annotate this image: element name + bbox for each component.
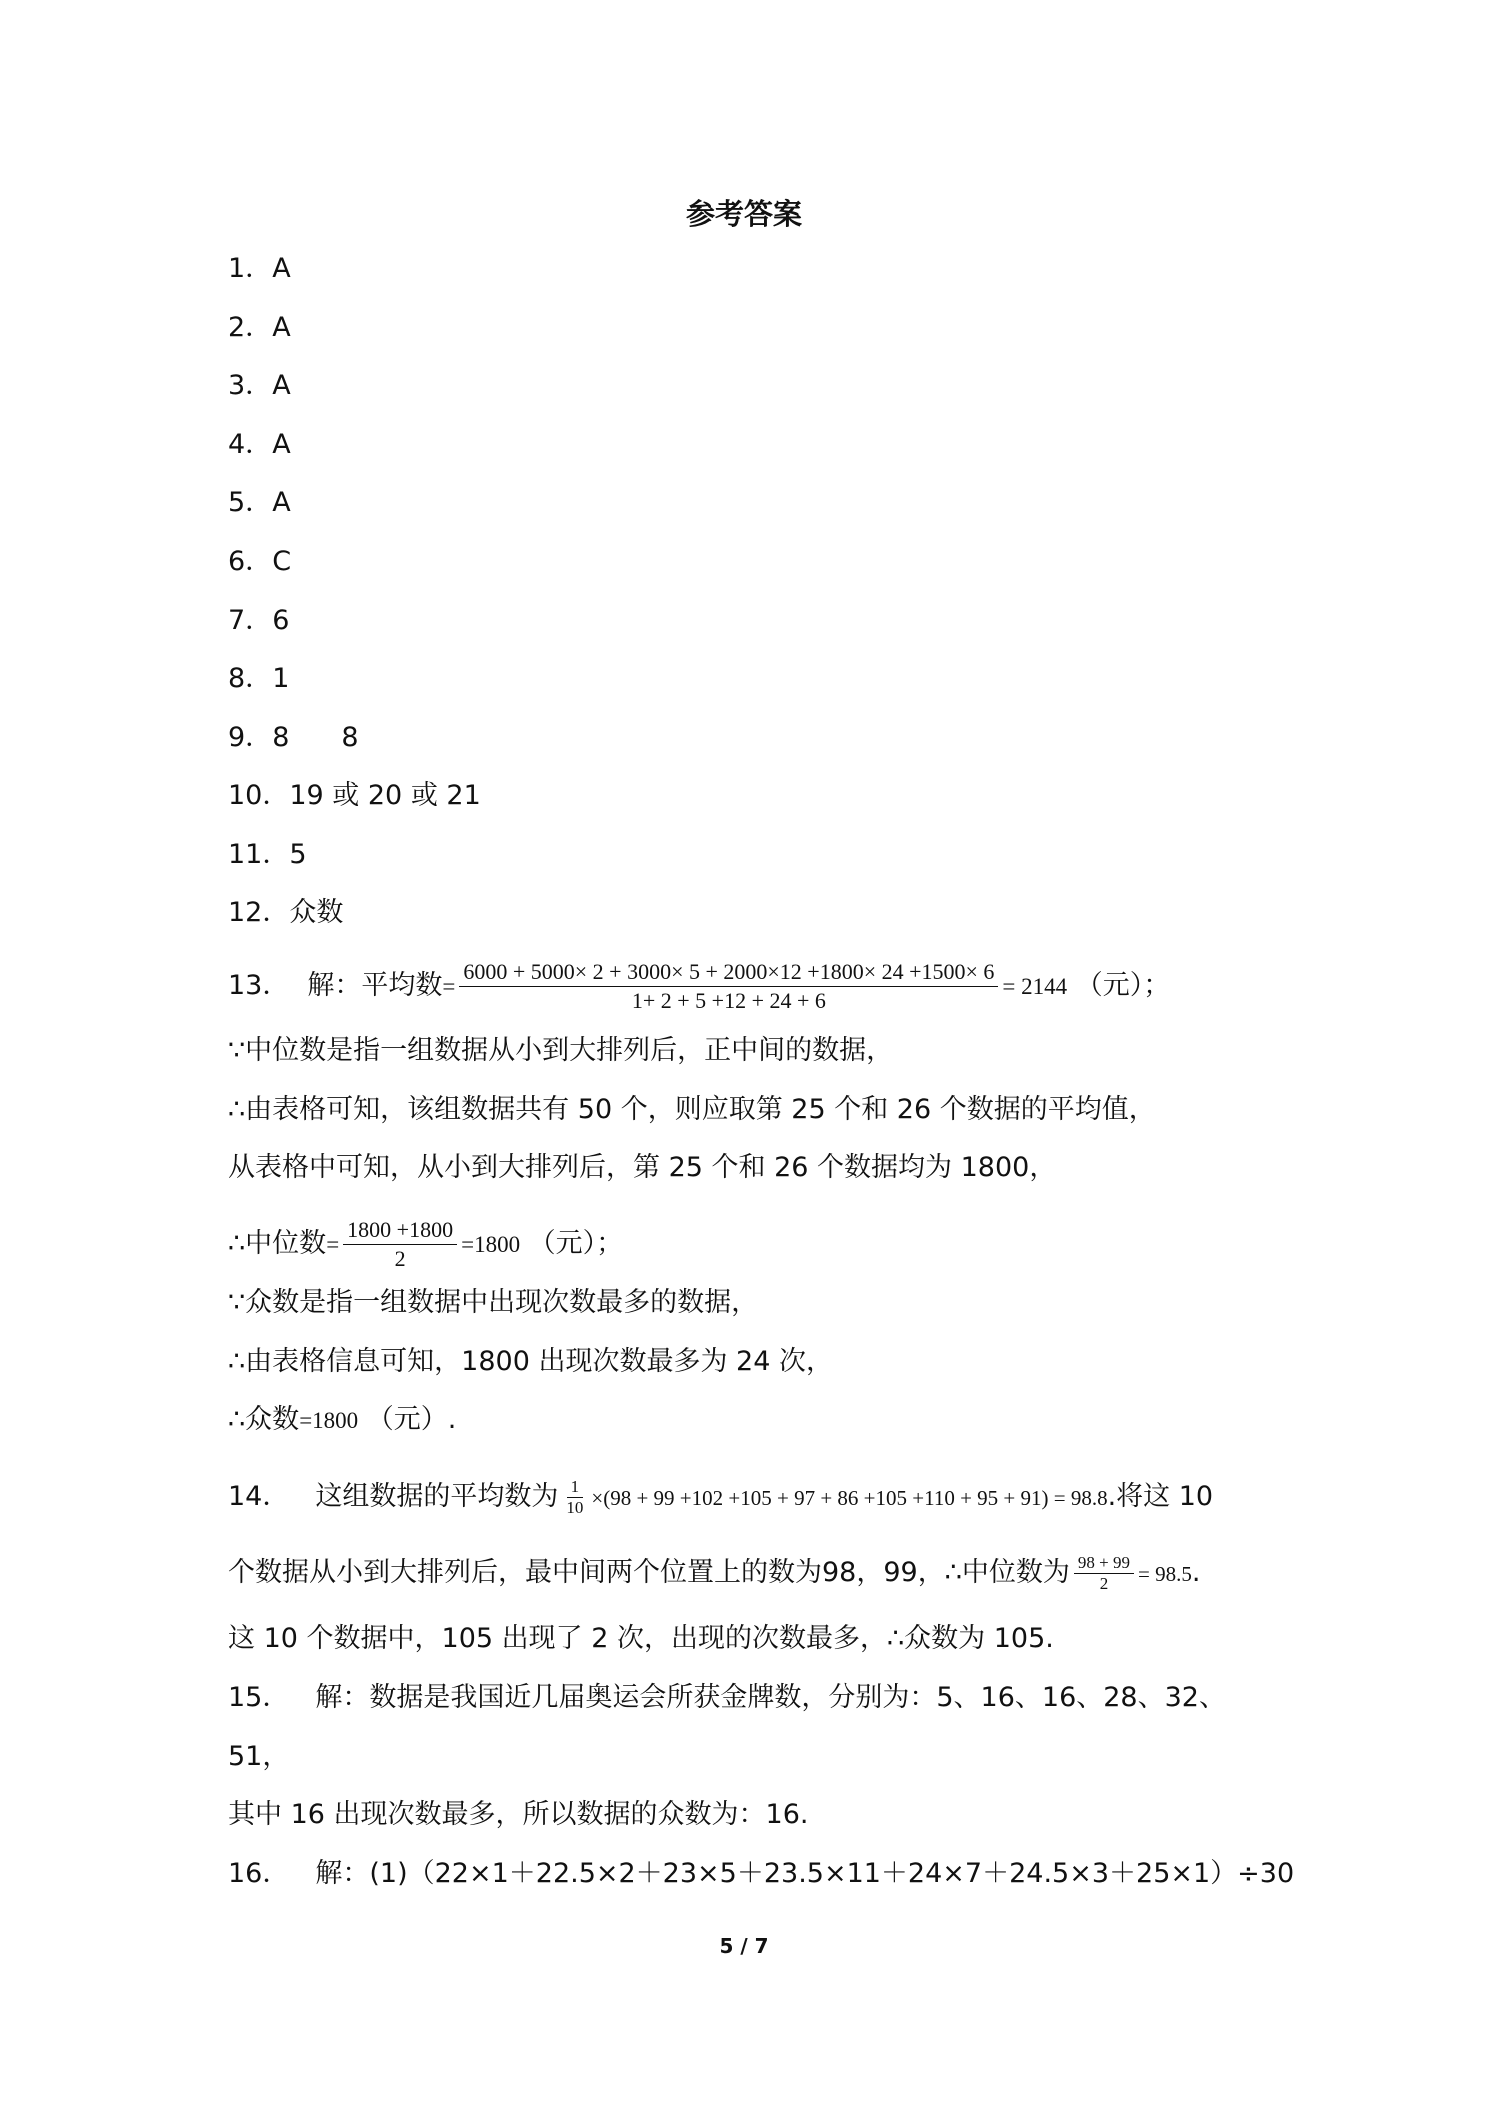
answer-item: 1．A <box>228 253 291 284</box>
q14-mean-line: 14． 这组数据的平均数为 $\frac{1}{10}$ ×(98 + 99 +102 +105 + 97 + 86 +105 +110 + 95 + 91) = 98.8.将这 10 <box>228 1477 1214 1517</box>
q13-line: ∴由表格可知，该组数据共有 50 个，则应取第 25 个和 26 个数据的平均值， <box>228 1094 1156 1125</box>
answer-item: 7．6 <box>228 605 290 636</box>
q14-median-fraction: $\frac{98 + 99}{2}$ <box>1074 1553 1134 1594</box>
page-number: 5 / 7 <box>719 1934 769 1958</box>
q13-line: 从表格中可知，从小到大排列后，第 25 个和 26 个数据均为 1800， <box>228 1152 1057 1183</box>
q15-line: 51， <box>228 1741 290 1772</box>
q13-line: ∵中位数是指一组数据从小到大排列后，正中间的数据， <box>228 1035 894 1066</box>
answer-item: 5．A <box>228 487 291 518</box>
q14-median-line: 个数据从小到大排列后，最中间两个位置上的数为98，99，∴中位数为 $\frac{98 + 99}{2}$ = 98.5. <box>228 1553 1201 1593</box>
q13-median-line: ∴中位数= $\frac{1800 +1800}{2}$ =1800 （元）； <box>228 1217 624 1271</box>
answer-item: 9．8 8 <box>228 722 359 753</box>
q13-line: ∵众数是指一组数据中出现次数最多的数据， <box>228 1287 759 1318</box>
answer-item: 3．A <box>228 370 291 401</box>
q13-line: ∴由表格信息可知，1800 出现次数最多为 24 次， <box>228 1346 833 1377</box>
q16-line: 16． 解：(1)（22×1＋22.5×2＋23×5＋23.5×11＋24×7＋24.5×3＋25×1）÷30 <box>228 1858 1295 1889</box>
answer-item: 10．19 或 20 或 21 <box>228 780 481 811</box>
answer-item: 2．A <box>228 312 291 343</box>
answer-item: 12．众数 <box>228 897 344 928</box>
q14-line: 这 10 个数据中，105 出现了 2 次，出现的次数最多，∴众数为 105. <box>228 1623 1054 1654</box>
page-title: 参考答案 <box>685 197 802 231</box>
answer-item: 4．A <box>228 429 291 460</box>
answer-item: 11．5 <box>228 839 307 870</box>
answer-item: 8．1 <box>228 663 290 694</box>
q13-mean-line: 13． 解：平均数= $\frac{6000 + 5000\times 2 + 3000\times 5 + 2000\times 12 +1800\times 24 +1500\times 6}{1+ 2 + 5 +12 + 24 + 6}$ = 2144 （元）； <box>228 959 1171 1013</box>
q14-one-tenth-fraction: $\frac{1}{10}$ <box>566 1477 584 1517</box>
answer-item: 6．C <box>228 546 292 577</box>
q15-line: 其中 16 出现次数最多，所以数据的众数为：16. <box>228 1799 809 1830</box>
q13-mode-line: ∴众数=1800 （元）. <box>228 1404 457 1435</box>
q15-line: 15． 解：数据是我国近几届奥运会所获金牌数，分别为：5、16、16、28、32、 <box>228 1682 1226 1713</box>
q13-mean-fraction: $\frac{6000 + 5000\times 2 + 3000\times 5 + 2000\times 12 +1800\times 24 +1500\times 6}{1+ 2 + 5 +12 + 24 + 6}$ <box>459 958 998 1015</box>
q13-median-fraction: $\frac{1800 +1800}{2}$ <box>343 1216 457 1273</box>
